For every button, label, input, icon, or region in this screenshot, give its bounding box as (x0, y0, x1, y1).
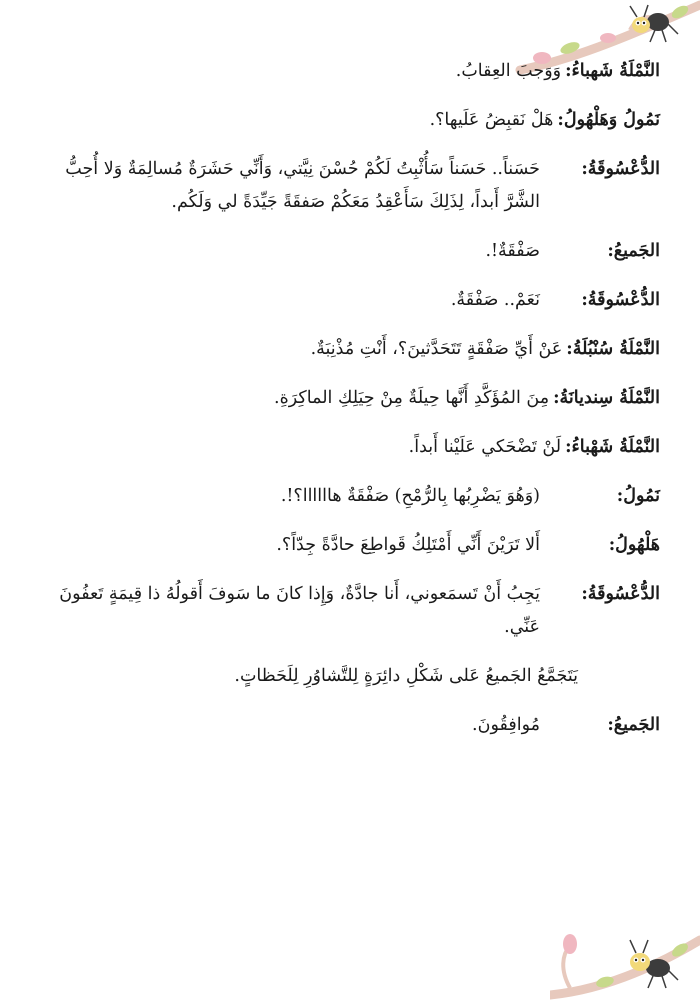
dialogue-text: أَلا تَرَيْنَ أَنِّي أَمْتَلِكُ قَواطِعَ حادَّةً جِدّاً؟. (276, 535, 540, 555)
dialogue-line (32, 333, 660, 366)
dialogue-line (32, 235, 660, 268)
ant-on-branch-illustration-bottom (550, 900, 700, 1000)
speaker-name: الدُّعْسُوقَةُ: (581, 584, 660, 604)
dialogue-text: عَنْ أَيِّ صَفْقَةٍ تَتَحَدَّثينَ؟، أَنْتِ مُذْنِبَةٌ. (310, 339, 563, 359)
play-script (32, 55, 660, 758)
dialogue-text: هَلْ نَقبِضُ عَلَيها؟. (429, 110, 554, 130)
dialogue-text: يَجِبُ أَنْ تَسمَعوني، أَنا جادَّةٌ، وَإِذا كانَ ما سَوفَ أَقولُهُ ذا قِيمَةٍ تَعفُونَ عَنِّي. (59, 584, 540, 637)
dialogue-text: نَعَمْ.. صَفْقَةٌ. (450, 290, 540, 310)
speaker-name: هَلْهُولُ: (608, 535, 660, 555)
dialogue-line (32, 480, 660, 513)
dialogue-line (32, 382, 660, 415)
speaker-name: الجَميعُ: (607, 241, 660, 261)
speaker-name: الجَميعُ: (607, 715, 660, 735)
speaker-name: النَّمْلَةُ شَهْباءُ: (565, 437, 660, 457)
speaker-name: الدُّعْسُوقَةُ: (581, 290, 660, 310)
dialogue-text: حَسَناً.. حَسَناً سَأُثْبِتُ لَكُمْ حُسْنَ نِيَّتي، وَأَنِّي حَشَرَةٌ مُسالِمَةٌ وَلا أُحِبُّ الشَّرَّ أَبداً، لِذَلِكَ سَأَعْقِدُ مَعَكُمْ صَفقَةً جَيِّدَةً لي وَلَكُم. (65, 159, 540, 212)
speaker-name: نَمُولُ وَهَلْهُولُ: (557, 110, 660, 130)
dialogue-text: صَفْقَةٌ!. (485, 241, 540, 261)
dialogue-line (32, 529, 660, 562)
speaker-name: نَمُولُ: (616, 486, 660, 506)
dialogue-text: لَنْ تَضْحَكي عَلَيْنا أَبداً. (408, 437, 562, 457)
speaker-name: النَّمْلَةُ سِنديانَةُ: (553, 388, 660, 408)
dialogue-line (32, 153, 660, 219)
speaker-name: الدُّعْسُوقَةُ: (581, 159, 660, 179)
speaker-name: النَّمْلَةُ شَهباءُ: (565, 61, 660, 81)
dialogue-line (32, 104, 660, 137)
dialogue-line (32, 578, 660, 644)
dialogue-line (32, 284, 660, 317)
dialogue-text: مُوافِقُونَ. (472, 715, 540, 735)
dialogue-text: (وَهُوَ يَضْرِبُها بِالرُّمْحِ) صَفْقَةٌ هاااااا؟!. (280, 486, 540, 506)
speaker-name: النَّمْلَةُ سُنْبُلَةُ: (566, 339, 660, 359)
dialogue-text: وَوَجبَ العِقابُ. (455, 61, 562, 81)
dialogue-line (32, 431, 660, 464)
dialogue-text: مِنَ المُؤَكَّدِ أَنَّها حِيلَةٌ مِنْ حِيَلِكِ الماكِرَةِ. (274, 388, 550, 408)
dialogue-line (32, 55, 660, 88)
stage-direction: يَتَجَمَّعُ الجَميعُ عَلى شَكْلِ دائِرَةٍ لِلتَّشاوُرِ لِلَحَظاتٍ. (234, 666, 578, 686)
dialogue-line (32, 709, 660, 742)
